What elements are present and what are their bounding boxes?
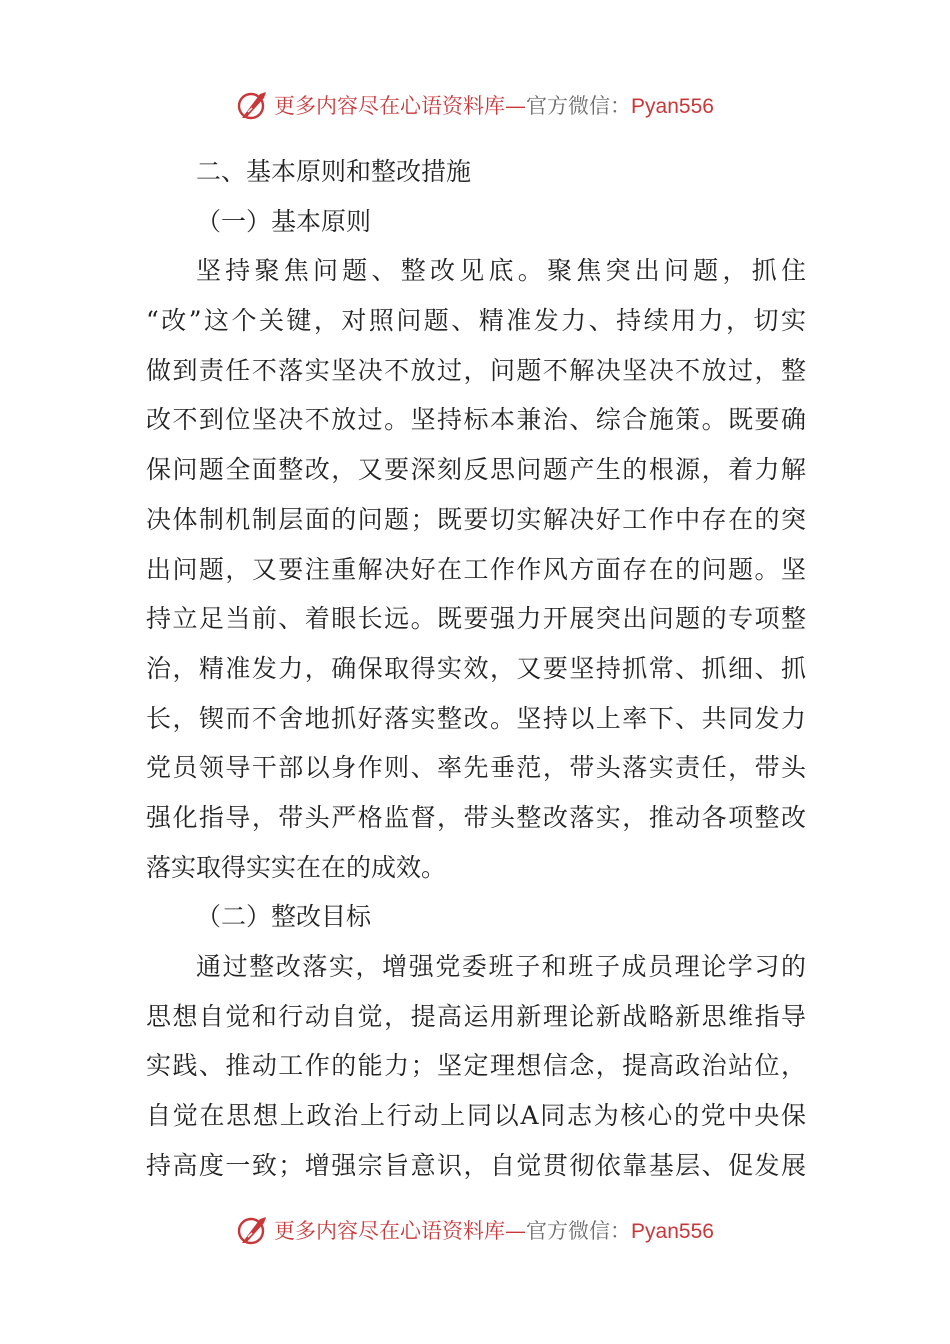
paragraph-line: 强化指导，带头严格监督，带头整改落实，推动各项整改	[146, 802, 806, 832]
pen-nib-circle-icon	[236, 1213, 270, 1247]
paragraph-line: 思想自觉和行动自觉，提高运用新理论新战略新思维指导	[146, 1001, 806, 1031]
subsection-title-principles: （一）基本原则	[196, 206, 372, 236]
watermark-wechat-label: 官方微信：	[526, 94, 632, 118]
watermark-text	[274, 90, 714, 120]
paragraph-principles	[146, 246, 806, 892]
watermark-site-name: 更多内容尽在心语资料库	[274, 94, 506, 118]
paragraph-goals	[146, 942, 806, 1190]
watermark-wechat-label: 官方微信：	[526, 1219, 632, 1243]
watermark-site-name: 更多内容尽在心语资料库	[274, 1219, 506, 1243]
paragraph-line: 党员领导干部以身作则、率先垂范，带头落实责任，带头	[146, 753, 806, 783]
watermark-banner-bottom	[0, 1213, 950, 1247]
paragraph-line: 实践、推动工作的能力；坚定理想信念，提高政治站位，	[146, 1051, 806, 1081]
document-body	[146, 147, 806, 1190]
paragraph-line: 长，锲而不舍地抓好落实整改。坚持以上率下、共同发力	[146, 703, 806, 733]
watermark-dash: —	[505, 94, 527, 118]
paragraph-line: 改不到位坚决不放过。坚持标本兼治、综合施策。既要确	[146, 405, 806, 435]
watermark-wechat-id: Pyan556	[631, 95, 714, 118]
paragraph-line: 坚持聚焦问题、整改见底。聚焦突出问题，抓住	[196, 256, 806, 286]
paragraph-line: 自觉在思想上政治上行动上同以A同志为核心的党中央保	[146, 1101, 806, 1131]
pen-nib-circle-icon	[236, 88, 270, 122]
paragraph-line: 出问题，又要注重解决好在工作作风方面存在的问题。坚	[146, 554, 806, 584]
paragraph-line: 保问题全面整改，又要深刻反思问题产生的根源，着力解	[146, 455, 806, 485]
watermark-text	[274, 1215, 714, 1245]
paragraph-line: 持高度一致；增强宗旨意识，自觉贯彻依靠基层、促发展	[146, 1150, 806, 1180]
paragraph-line: 做到责任不落实坚决不放过，问题不解决坚决不放过，整	[146, 355, 806, 385]
paragraph-line: 持立足当前、着眼长远。既要强力开展突出问题的专项整	[146, 604, 806, 634]
paragraph-line: 通过整改落实，增强党委班子和班子成员理论学习的	[196, 952, 806, 981]
subsection-title-goals: （二）整改目标	[196, 902, 372, 932]
section-title: 二、基本原则和整改措施	[196, 157, 472, 186]
paragraph-line: 决体制机制层面的问题；既要切实解决好工作中存在的突	[146, 504, 806, 534]
watermark-dash: —	[505, 1219, 527, 1243]
watermark-banner-top	[0, 88, 950, 122]
paragraph-line: 治，精准发力，确保取得实效，又要坚持抓常、抓细、抓	[146, 653, 806, 683]
paragraph-line: 落实取得实实在在的成效。	[146, 852, 447, 882]
watermark-wechat-id: Pyan556	[631, 1220, 714, 1243]
paragraph-line: “改”这个关键，对照问题、精准发力、持续用力，切实	[146, 306, 806, 336]
